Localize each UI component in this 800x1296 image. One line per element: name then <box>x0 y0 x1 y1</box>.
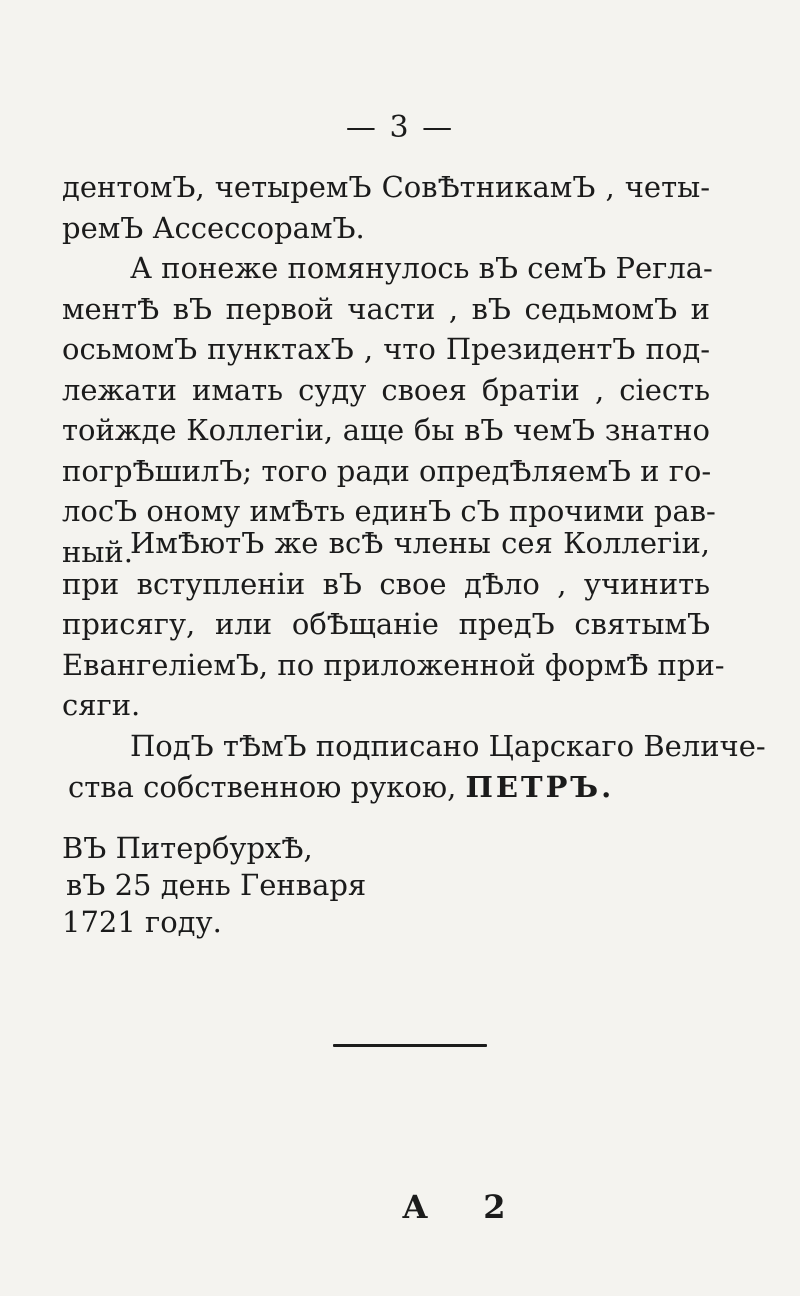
text-line: сяги. <box>62 688 141 722</box>
text-line: погрѢшилЪ; того ради опредѢляемЪ и го- <box>62 453 712 488</box>
text-line: присягу, или обѢщаніе предЪ святымЪ <box>62 607 710 641</box>
paragraph-3 <box>62 523 725 726</box>
text-line: ИмѢютЪ же всѢ члены сея Коллегіи, <box>130 526 710 560</box>
text-line: осьмомЪ пунктахЪ , что ПрезидентЪ под- <box>62 332 710 366</box>
text-line: ный. <box>62 534 133 569</box>
page-number: — 3 — <box>345 110 455 145</box>
printer-signature-mark: А 2 <box>402 1188 528 1226</box>
date-line: вЪ 25 день Генваря <box>66 868 367 902</box>
place-line: ВЪ ПитербурхѢ, <box>62 831 313 865</box>
text-line: ремЪ АссессорамЪ. <box>62 210 365 245</box>
text-line: дентомЪ, четыремЪ СовѢтникамЪ , четы- <box>62 170 710 204</box>
text-line: лосЪ оному имѢть единЪ сЪ прочими рав- <box>62 494 716 528</box>
signature-line: ПодЪ тѢмЪ подписано Царскаго Величе- <box>130 729 766 763</box>
text-line: ЕвангеліемЪ, по приложенной формѢ при- <box>62 647 725 682</box>
signature-line-text: ства собственною рукою, <box>68 769 457 804</box>
text-line: тойжде Коллегіи, аще бы вЪ чемЪ знатно <box>62 413 710 447</box>
text-line: при вступленіи вЪ свое дѢло , учинить <box>62 566 710 601</box>
place-and-date <box>62 830 366 941</box>
year-line: 1721 году. <box>62 905 222 939</box>
signer-name: ПЕТРЪ. <box>465 769 615 804</box>
signature-line <box>68 767 708 808</box>
signature-note <box>68 726 766 807</box>
divider-rule <box>333 1044 487 1047</box>
text-line: А понеже помянулось вЪ семЪ Регла- <box>130 251 713 285</box>
text-line: лежати имать суду своея братіи , сіесть <box>62 372 710 407</box>
paragraph-1 <box>62 167 710 248</box>
text-line: ментѢ вЪ первой части , вЪ седьмомЪ и <box>62 291 710 326</box>
